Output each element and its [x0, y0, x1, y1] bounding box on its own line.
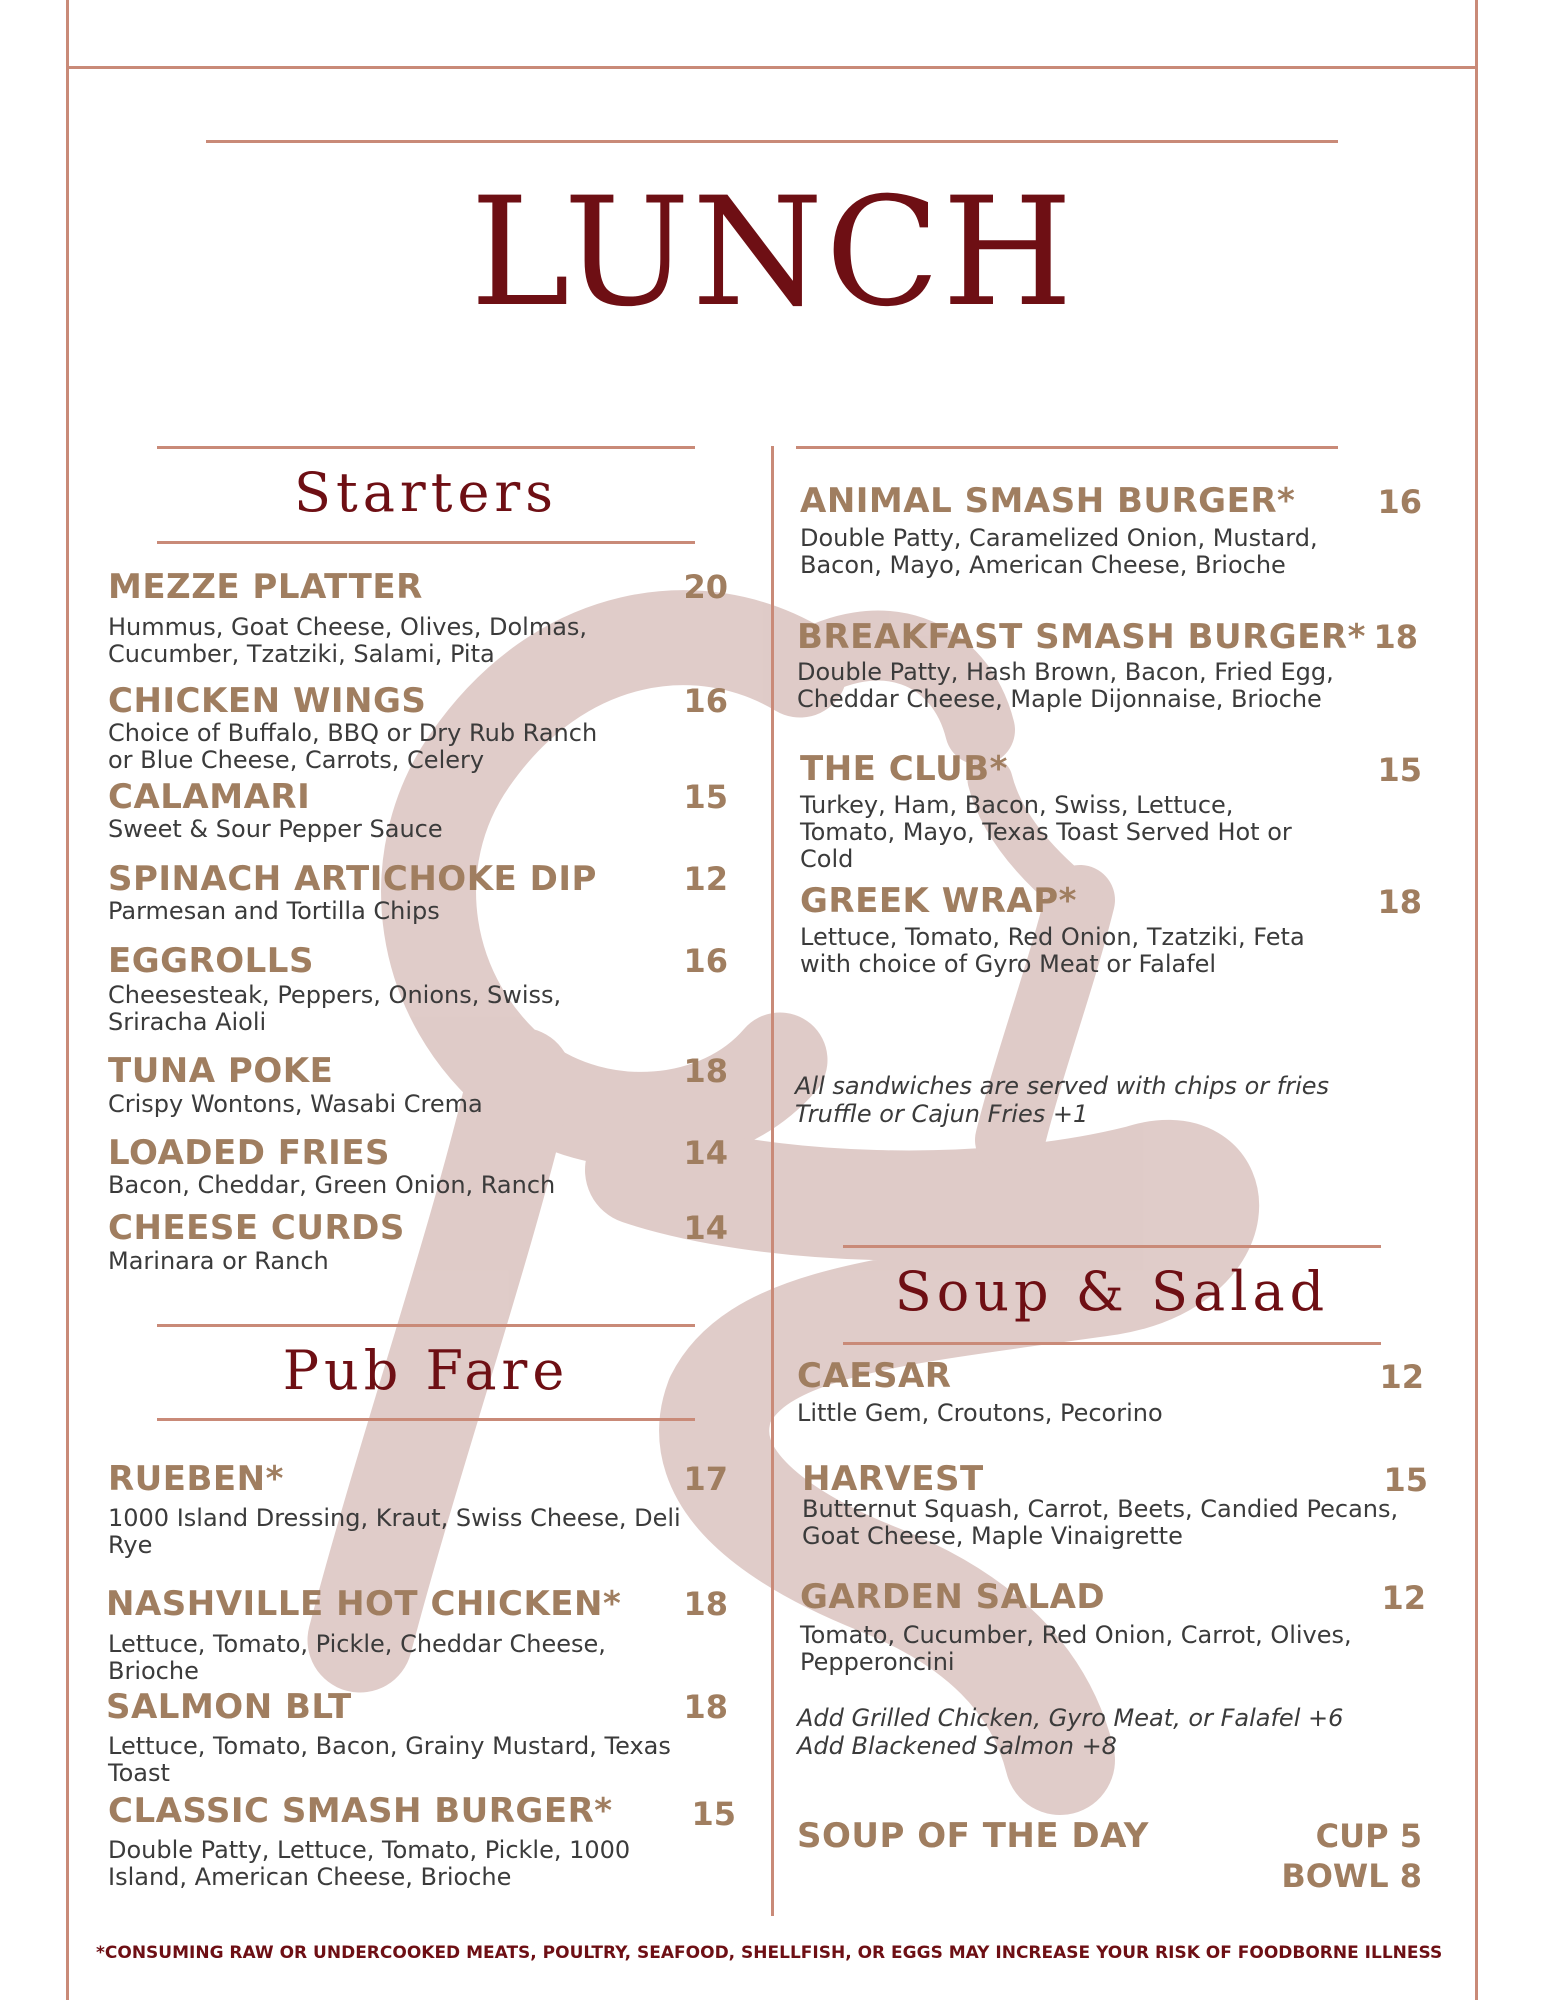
item-price: 15: [1383, 1461, 1428, 1499]
item-description: Butternut Squash, Carrot, Beets, Candied Pecans, Goat Cheese, Maple Vinaigrette: [802, 1495, 1399, 1550]
pub-fare-title: Pub Fare: [282, 1339, 570, 1402]
item-price: 18: [1373, 618, 1418, 656]
item-description: Bacon, Cheddar, Green Onion, Ranch: [108, 1171, 556, 1199]
food-safety-disclaimer: *CONSUMING RAW OR UNDERCOOKED MEATS, POULTRY, SEAFOOD, SHELLFISH, OR EGGS MAY INCREASE YOUR RISK OF FOODBORNE ILLNESS: [96, 1943, 1443, 1963]
starters-rule-bottom: [157, 541, 695, 544]
item-description: Tomato, Cucumber, Red Onion, Carrot, Olives, Pepperoncini: [800, 1621, 1352, 1676]
item-description: Marinara or Ranch: [108, 1247, 329, 1275]
item-name: ANIMAL SMASH BURGER*: [800, 481, 1296, 521]
item-price: 16: [683, 682, 728, 720]
item-name: SPINACH ARTICHOKE DIP: [108, 859, 597, 899]
sandwiches-note-line1: All sandwiches are served with chips or fries: [795, 1072, 1329, 1100]
item-price: 16: [1377, 483, 1422, 521]
item-name: THE CLUB*: [800, 749, 1008, 789]
salad-addons-line2: Add Blackened Salmon +8: [797, 1732, 1117, 1760]
soup-salad-rule-bottom: [843, 1342, 1381, 1345]
starters-rule-top: [157, 446, 695, 449]
item-description: Double Patty, Hash Brown, Bacon, Fried Egg, Cheddar Cheese, Maple Dijonnaise, Brioche: [797, 658, 1334, 713]
item-price: 12: [1381, 1579, 1426, 1617]
soup-bowl-price: BOWL 8: [1281, 1857, 1422, 1895]
item-name: CAESAR: [797, 1356, 952, 1396]
item-description: Lettuce, Tomato, Red Onion, Tzatziki, Feta with choice of Gyro Meat or Falafel: [800, 923, 1305, 978]
item-name: CLASSIC SMASH BURGER*: [108, 1791, 613, 1831]
item-price: 15: [691, 1795, 736, 1833]
item-name: SOUP OF THE DAY: [797, 1816, 1149, 1856]
pub-fare-rule-top: [157, 1324, 695, 1327]
item-name: GARDEN SALAD: [800, 1577, 1106, 1617]
item-price: 20: [683, 568, 728, 606]
item-description: Double Patty, Lettuce, Tomato, Pickle, 1000 Island, American Cheese, Brioche: [108, 1836, 631, 1891]
soup-salad-rule-top: [843, 1245, 1381, 1248]
item-name: NASHVILLE HOT CHICKEN*: [106, 1584, 622, 1624]
item-name: GREEK WRAP*: [800, 881, 1077, 921]
item-price: 16: [683, 942, 728, 980]
soup-cup-price: CUP 5: [1315, 1817, 1422, 1855]
item-name: EGGROLLS: [108, 941, 314, 981]
item-name: CHICKEN WINGS: [108, 681, 427, 721]
item-description: Lettuce, Tomato, Bacon, Grainy Mustard, Texas Toast: [108, 1732, 671, 1787]
pub-fare-rule-bottom: [157, 1418, 695, 1421]
item-description: Choice of Buffalo, BBQ or Dry Rub Ranch or Blue Cheese, Carrots, Celery: [108, 719, 598, 774]
item-price: 18: [683, 1052, 728, 1090]
item-price: 14: [683, 1209, 728, 1247]
item-description: 1000 Island Dressing, Kraut, Swiss Cheese, Deli Rye: [108, 1504, 681, 1559]
item-name: TUNA POKE: [108, 1051, 334, 1091]
item-description: Little Gem, Croutons, Pecorino: [797, 1399, 1163, 1427]
item-price: 18: [683, 1585, 728, 1623]
salad-addons-line1: Add Grilled Chicken, Gyro Meat, or Falafel +6: [797, 1704, 1344, 1732]
item-price: 12: [1379, 1358, 1424, 1396]
page-frame-top: [66, 66, 1478, 69]
item-price: 12: [683, 860, 728, 898]
item-name: RUEBEN*: [108, 1459, 284, 1499]
column-divider: [771, 446, 774, 1916]
item-description: Double Patty, Caramelized Onion, Mustard, Bacon, Mayo, American Cheese, Brioche: [800, 524, 1318, 579]
item-description: Hummus, Goat Cheese, Olives, Dolmas, Cucumber, Tzatziki, Salami, Pita: [108, 613, 588, 668]
item-name: LOADED FRIES: [108, 1133, 391, 1173]
item-name: BREAKFAST SMASH BURGER*: [797, 617, 1366, 657]
item-price: 14: [683, 1134, 728, 1172]
sandwiches-note-line2: Truffle or Cajun Fries +1: [795, 1100, 1089, 1128]
page-title: LUNCH: [470, 166, 1075, 340]
item-description: Sweet & Sour Pepper Sauce: [108, 815, 443, 843]
title-top-rule: [206, 140, 1338, 143]
item-price: 18: [683, 1688, 728, 1726]
item-price: 17: [683, 1460, 728, 1498]
item-description: Parmesan and Tortilla Chips: [108, 897, 440, 925]
item-name: SALMON BLT: [106, 1687, 352, 1727]
item-price: 15: [683, 778, 728, 816]
soup-salad-title: Soup & Salad: [894, 1260, 1330, 1323]
sandwiches-rule-top: [796, 446, 1338, 449]
item-name: MEZZE PLATTER: [108, 567, 423, 607]
item-price: 18: [1377, 883, 1422, 921]
item-price: 15: [1377, 751, 1422, 789]
item-name: HARVEST: [802, 1459, 984, 1499]
item-description: Lettuce, Tomato, Pickle, Cheddar Cheese, Brioche: [108, 1630, 606, 1685]
item-description: Turkey, Ham, Bacon, Swiss, Lettuce, Tomato, Mayo, Texas Toast Served Hot or Cold: [800, 791, 1292, 873]
starters-title: Starters: [294, 461, 558, 524]
item-name: CALAMARI: [108, 777, 311, 817]
item-description: Crispy Wontons, Wasabi Crema: [108, 1090, 483, 1118]
item-description: Cheesesteak, Peppers, Onions, Swiss, Sriracha Aioli: [108, 981, 562, 1036]
item-name: CHEESE CURDS: [108, 1208, 405, 1248]
